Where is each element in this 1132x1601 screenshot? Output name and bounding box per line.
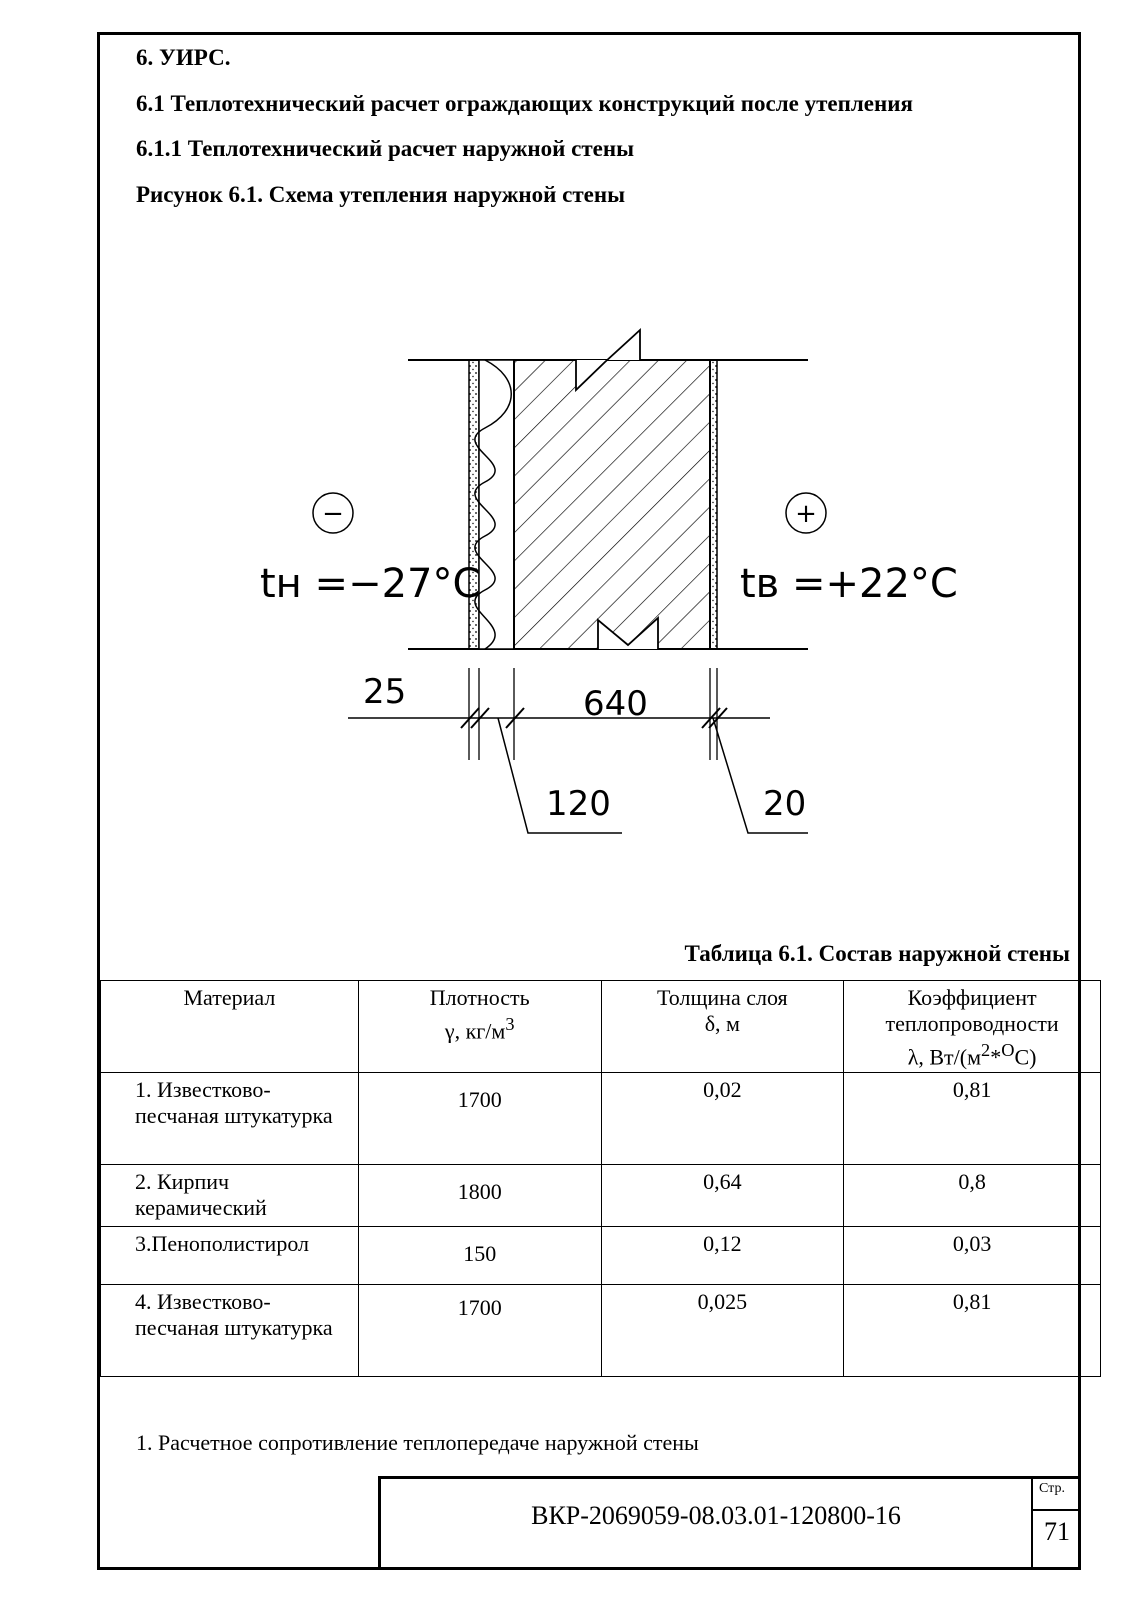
cell-conductivity: 0,81	[844, 1073, 1101, 1165]
wall-composition-table	[100, 980, 1101, 1377]
title-block-stamp	[378, 1476, 1081, 1570]
subsubsection-heading: 6.1.1 Теплотехнический расчет наружной стены	[136, 136, 635, 161]
dimension-640: 640	[583, 684, 648, 724]
cell-density: 1700	[358, 1285, 601, 1377]
page-number: 71	[1044, 1517, 1070, 1546]
table-header-row	[101, 981, 1101, 1073]
cell-thickness: 0,025	[601, 1285, 844, 1377]
cell-conductivity: 0,03	[844, 1227, 1101, 1285]
cell-material: 4. Известково-песчаная штукатурка	[101, 1285, 359, 1377]
page-box-divider	[1033, 1509, 1081, 1511]
header-density: Плотность γ, $кг/м^3$	[358, 981, 601, 1073]
header-material: Материал	[101, 981, 359, 1073]
inner-plaster-layer	[710, 360, 717, 649]
cell-material: 3.Пенополистирол	[101, 1227, 359, 1285]
body-paragraph: 1. Расчетное сопротивление теплопередаче наружной стены	[136, 1430, 699, 1455]
cell-conductivity: 0,81	[844, 1285, 1101, 1377]
page-label: Стр.	[1039, 1481, 1065, 1496]
dimension-120: 120	[546, 784, 611, 824]
cell-thickness: 0,64	[601, 1165, 844, 1227]
inside-temperature: tв =+22°С	[740, 561, 958, 607]
table-row	[101, 1165, 1101, 1227]
minus-sign-icon	[313, 493, 353, 533]
header-conductivity: Коэффициент теплопроводности λ, $Вт/(м^2*^OС)$	[844, 981, 1101, 1073]
cell-material: 2. Кирпич керамический	[101, 1165, 359, 1227]
document-code: ВКР-2069059-08.03.01-120800-16	[531, 1501, 901, 1530]
table-caption: Таблица 6.1. Состав наружной стены	[684, 941, 1070, 966]
cell-thickness: 0,02	[601, 1073, 844, 1165]
cell-density: 1700	[358, 1073, 601, 1165]
plus-sign-icon	[786, 493, 826, 533]
cell-density: 1800	[358, 1165, 601, 1227]
subsection-heading: 6.1 Теплотехнический расчет ограждающих конструкций после утепления	[136, 91, 913, 116]
minus-label: −	[322, 499, 344, 529]
cell-material: 1. Известково-песчаная штукатурка	[101, 1073, 359, 1165]
table-row	[101, 1227, 1101, 1285]
page-number-box	[1031, 1479, 1081, 1570]
insulation-layer	[475, 360, 514, 649]
cell-conductivity: 0,8	[844, 1165, 1101, 1227]
table-row	[101, 1285, 1101, 1377]
figure-caption: Рисунок 6.1. Схема утепления наружной стены	[136, 182, 626, 207]
section-heading: 6. УИРС.	[136, 45, 231, 70]
outside-temperature: tн =−27°С	[260, 561, 481, 607]
cell-density: 150	[358, 1227, 601, 1285]
dimension-25: 25	[363, 672, 407, 712]
cell-thickness: 0,12	[601, 1227, 844, 1285]
dimension-20: 20	[763, 784, 807, 824]
brick-layer	[514, 360, 710, 649]
table-row	[101, 1073, 1101, 1165]
plus-label: +	[795, 499, 817, 529]
header-thickness: Толщина слоя δ, м	[601, 981, 844, 1073]
